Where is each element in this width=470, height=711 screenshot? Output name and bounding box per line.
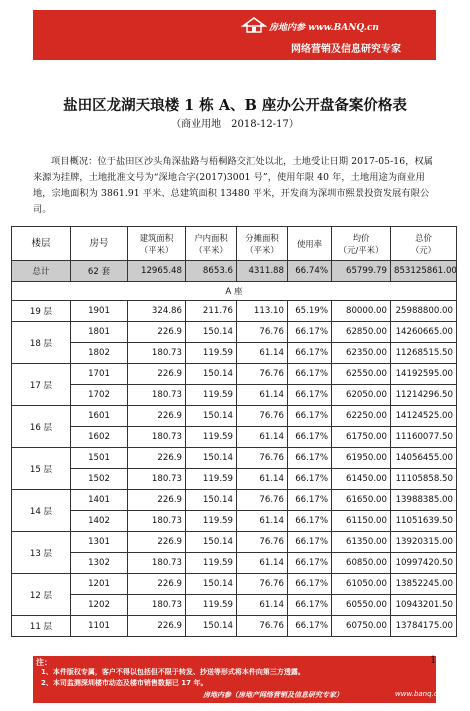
build-area-cell: 226.9 <box>128 322 186 343</box>
brand-name: 网络营销及信息研究专家 <box>291 44 401 55</box>
shared-area-cell: 76.76 <box>237 364 288 385</box>
usage-cell: 66.17% <box>288 595 332 616</box>
floor-cell: 12 层 <box>12 574 71 616</box>
unit-price-cell: 61350.00 <box>332 532 391 553</box>
inner-area-cell: 150.14 <box>186 364 237 385</box>
total-rooms: 62 套 <box>71 261 128 282</box>
table-row <box>12 574 457 595</box>
inner-area-cell: 119.59 <box>186 595 237 616</box>
total-price-cell: 14192595.00 <box>391 364 457 385</box>
usage-cell: 66.17% <box>288 427 332 448</box>
table-row <box>12 343 457 364</box>
unit-price-cell: 61650.00 <box>332 490 391 511</box>
header-floor: 楼层 <box>12 227 71 261</box>
header-unit-price: 均价 （元/平米） <box>332 227 391 261</box>
unit-price-cell: 62050.00 <box>332 385 391 406</box>
table-row <box>12 469 457 490</box>
floor-cell: 13 层 <box>12 532 71 574</box>
table-row <box>12 490 457 511</box>
total-shared-area: 4311.88 <box>237 261 288 282</box>
build-area-cell: 180.73 <box>128 595 186 616</box>
usage-cell: 66.17% <box>288 553 332 574</box>
header-total-price: 总价 （元） <box>391 227 457 261</box>
total-total-price: 853125861.00 <box>391 261 457 282</box>
build-area-cell: 226.9 <box>128 364 186 385</box>
table-row <box>12 364 457 385</box>
shared-area-cell: 76.76 <box>237 322 288 343</box>
room-cell: 1802 <box>71 343 128 364</box>
house-logo-icon <box>241 16 267 34</box>
page-number: 1 <box>430 655 437 666</box>
header-shared-area: 分摊面积 （平米） <box>237 227 288 261</box>
usage-cell: 66.17% <box>288 469 332 490</box>
shared-area-cell: 61.14 <box>237 385 288 406</box>
build-area-cell: 180.73 <box>128 427 186 448</box>
room-cell: 1702 <box>71 385 128 406</box>
note-2: 2、本司监测深圳楼市动态及楼市销售数据已 17 年。 <box>41 679 208 687</box>
unit-price-cell: 61450.00 <box>332 469 391 490</box>
room-cell: 1901 <box>71 301 128 322</box>
table-row <box>12 322 457 343</box>
top-banner <box>33 10 436 60</box>
floor-cell: 18 层 <box>12 322 71 364</box>
unit-price-cell: 62250.00 <box>332 406 391 427</box>
unit-price-cell: 80000.00 <box>332 301 391 322</box>
shared-area-cell: 61.14 <box>237 427 288 448</box>
build-area-cell: 180.73 <box>128 511 186 532</box>
header-inner-area: 户内面积 （平米） <box>186 227 237 261</box>
unit-price-cell: 61950.00 <box>332 448 391 469</box>
shared-area-cell: 61.14 <box>237 595 288 616</box>
total-usage: 66.74% <box>288 261 332 282</box>
shared-area-cell: 76.76 <box>237 490 288 511</box>
total-price-cell: 11160077.50 <box>391 427 457 448</box>
unit-price-cell: 60750.00 <box>332 616 391 637</box>
shared-area-cell: 76.76 <box>237 532 288 553</box>
page-title: 盐田区龙湖天琅楼 1 栋 A、B 座办公开盘备案价格表 <box>63 97 407 114</box>
unit-price-cell: 60550.00 <box>332 595 391 616</box>
footer-brand: 房地内参（房地产网络营销及信息研究专家） <box>203 691 343 699</box>
unit-price-cell: 62550.00 <box>332 364 391 385</box>
room-cell: 1401 <box>71 490 128 511</box>
footer-banner <box>33 656 443 703</box>
brand-line: 房地内参 www.BANQ.cn <box>269 23 379 33</box>
header-row <box>12 227 457 261</box>
room-cell: 1402 <box>71 511 128 532</box>
room-cell: 1601 <box>71 406 128 427</box>
total-price-cell: 13852245.00 <box>391 574 457 595</box>
table-row <box>12 406 457 427</box>
section-label: A 座 <box>12 282 457 301</box>
room-cell: 1202 <box>71 595 128 616</box>
note-title: 注： <box>36 658 52 667</box>
room-cell: 1302 <box>71 553 128 574</box>
table-row <box>12 385 457 406</box>
shared-area-cell: 76.76 <box>237 406 288 427</box>
usage-cell: 65.19% <box>288 301 332 322</box>
build-area-cell: 226.9 <box>128 616 186 637</box>
build-area-cell: 180.73 <box>128 343 186 364</box>
build-area-cell: 180.73 <box>128 469 186 490</box>
inner-area-cell: 150.14 <box>186 490 237 511</box>
table-row <box>12 448 457 469</box>
room-cell: 1502 <box>71 469 128 490</box>
project-overview: 项目概况：位于盐田区沙头角深盐路与梧桐路交汇处以北，土地受让日期 2017-05-16，权属来源为挂牌，土地批准文号为“深地合字(2017)3001 号”，使用年限 40 年，土地用途为商业用地，宗地面积为 3861.91 平米、总建筑面积 13480 平米，开发商为深圳市熙景投资发展有限公司。 <box>33 156 434 215</box>
total-unit-price: 65799.79 <box>332 261 391 282</box>
total-price-cell: 11105858.50 <box>391 469 457 490</box>
unit-price-cell: 60850.00 <box>332 553 391 574</box>
total-inner-area: 8653.6 <box>186 261 237 282</box>
shared-area-cell: 76.76 <box>237 448 288 469</box>
note-1: 1、本件版权专属，客户不得以包括但不限于转发、抄送等形式将本件向第三方透露。 <box>41 668 305 676</box>
total-price-cell: 14124525.00 <box>391 406 457 427</box>
build-area-cell: 226.9 <box>128 532 186 553</box>
usage-cell: 66.17% <box>288 406 332 427</box>
shared-area-cell: 76.76 <box>237 616 288 637</box>
inner-area-cell: 150.14 <box>186 406 237 427</box>
unit-price-cell: 62850.00 <box>332 322 391 343</box>
total-price-cell: 25988800.00 <box>391 301 457 322</box>
usage-cell: 66.17% <box>288 385 332 406</box>
table-row <box>12 301 457 322</box>
inner-area-cell: 211.76 <box>186 301 237 322</box>
total-price-cell: 13784175.00 <box>391 616 457 637</box>
inner-area-cell: 150.14 <box>186 448 237 469</box>
floor-cell: 15 层 <box>12 448 71 490</box>
shared-area-cell: 76.76 <box>237 574 288 595</box>
footer-url: www.banq.cn <box>395 690 443 698</box>
inner-area-cell: 119.59 <box>186 553 237 574</box>
build-area-cell: 226.9 <box>128 406 186 427</box>
usage-cell: 66.17% <box>288 574 332 595</box>
usage-cell: 66.17% <box>288 322 332 343</box>
unit-price-cell: 61150.00 <box>332 511 391 532</box>
total-price-cell: 14056455.00 <box>391 448 457 469</box>
room-cell: 1201 <box>71 574 128 595</box>
price-table <box>11 226 457 637</box>
table-row <box>12 511 457 532</box>
table-row <box>12 595 457 616</box>
inner-area-cell: 150.14 <box>186 532 237 553</box>
usage-cell: 66.17% <box>288 448 332 469</box>
build-area-cell: 226.9 <box>128 574 186 595</box>
unit-price-cell: 61050.00 <box>332 574 391 595</box>
table-row <box>12 532 457 553</box>
page-subtitle: （商业用地 2018-12-17） <box>171 119 299 130</box>
table-row <box>12 616 457 637</box>
usage-cell: 66.17% <box>288 343 332 364</box>
shared-area-cell: 61.14 <box>237 469 288 490</box>
shared-area-cell: 61.14 <box>237 343 288 364</box>
shared-area-cell: 61.14 <box>237 553 288 574</box>
shared-area-cell: 61.14 <box>237 511 288 532</box>
total-label: 总计 <box>12 261 71 282</box>
unit-price-cell: 61750.00 <box>332 427 391 448</box>
build-area-cell: 180.73 <box>128 553 186 574</box>
room-cell: 1501 <box>71 448 128 469</box>
room-cell: 1301 <box>71 532 128 553</box>
total-price-cell: 13920315.00 <box>391 532 457 553</box>
inner-area-cell: 119.59 <box>186 469 237 490</box>
floor-cell: 14 层 <box>12 490 71 532</box>
usage-cell: 66.17% <box>288 511 332 532</box>
build-area-cell: 226.9 <box>128 448 186 469</box>
unit-price-cell: 62350.00 <box>332 343 391 364</box>
inner-area-cell: 119.59 <box>186 511 237 532</box>
room-cell: 1801 <box>71 322 128 343</box>
header-room: 房号 <box>71 227 128 261</box>
room-cell: 1101 <box>71 616 128 637</box>
inner-area-cell: 119.59 <box>186 343 237 364</box>
floor-cell: 19 层 <box>12 301 71 322</box>
build-area-cell: 226.9 <box>128 490 186 511</box>
floor-cell: 17 层 <box>12 364 71 406</box>
inner-area-cell: 150.14 <box>186 322 237 343</box>
total-build-area: 12965.48 <box>128 261 186 282</box>
total-price-cell: 13988385.00 <box>391 490 457 511</box>
inner-area-cell: 119.59 <box>186 385 237 406</box>
total-price-cell: 10943201.50 <box>391 595 457 616</box>
usage-cell: 66.17% <box>288 364 332 385</box>
section-row <box>12 282 457 301</box>
table-row <box>12 427 457 448</box>
floor-cell: 16 层 <box>12 406 71 448</box>
usage-cell: 66.17% <box>288 490 332 511</box>
shared-area-cell: 113.10 <box>237 301 288 322</box>
room-cell: 1701 <box>71 364 128 385</box>
table-row <box>12 553 457 574</box>
build-area-cell: 180.73 <box>128 385 186 406</box>
total-price-cell: 11051639.50 <box>391 511 457 532</box>
usage-cell: 66.17% <box>288 616 332 637</box>
floor-cell: 11 层 <box>12 616 71 637</box>
usage-cell: 66.17% <box>288 532 332 553</box>
total-row <box>12 261 457 282</box>
inner-area-cell: 150.14 <box>186 574 237 595</box>
inner-area-cell: 150.14 <box>186 616 237 637</box>
total-price-cell: 14260665.00 <box>391 322 457 343</box>
room-cell: 1602 <box>71 427 128 448</box>
total-price-cell: 11268515.50 <box>391 343 457 364</box>
inner-area-cell: 119.59 <box>186 427 237 448</box>
build-area-cell: 324.86 <box>128 301 186 322</box>
total-price-cell: 10997420.50 <box>391 553 457 574</box>
total-price-cell: 11214296.50 <box>391 385 457 406</box>
header-usage: 使用率 <box>288 227 332 261</box>
header-build-area: 建筑面积 （平米） <box>128 227 186 261</box>
